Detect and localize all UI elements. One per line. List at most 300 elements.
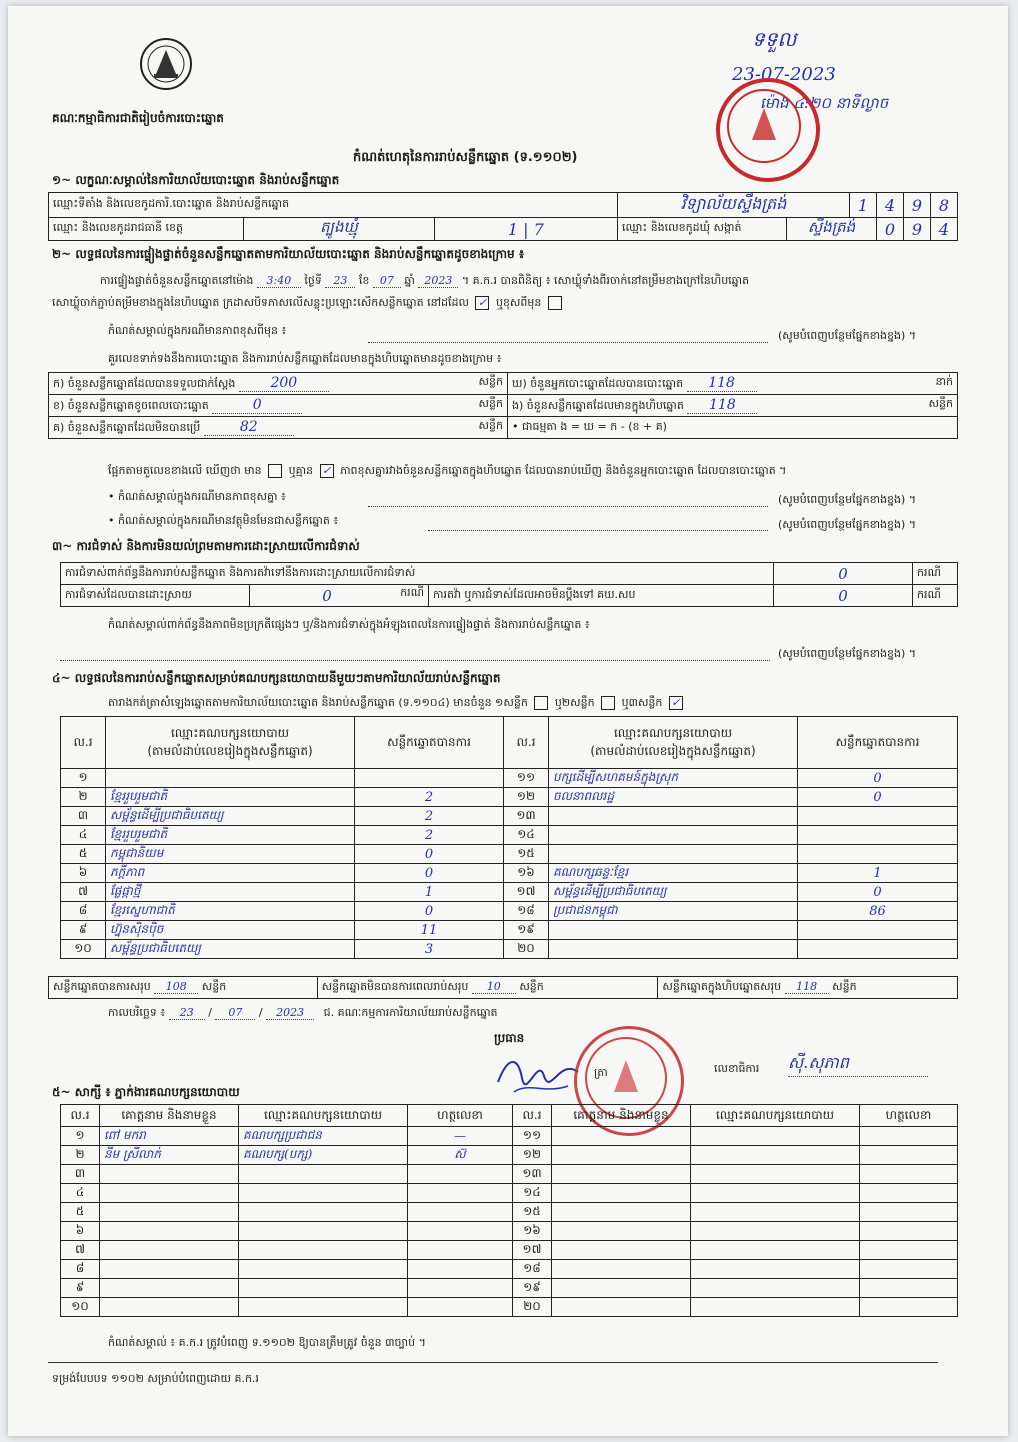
witness-row [61, 1165, 958, 1184]
col-votes-right: សន្លឹកឆ្នោតបានការ [798, 717, 958, 769]
witness-sign-right [860, 1260, 958, 1279]
witness-name-left [100, 1298, 239, 1317]
w-col-name-right: គោត្តនាម និងនាមខ្លួន [552, 1105, 691, 1127]
appeal-unit: ករណី [913, 585, 958, 607]
valid-total-cell [49, 977, 318, 999]
result-no-right: ១៩ [504, 921, 549, 940]
compare-rest: ភាពខុសគ្នារវាងចំនួនសន្លឹកឆ្នោតក្នុងហិបឆ្នោត ដែលបានរាប់ឃើញ និងចំនួនអ្នកបោះឆ្នោត ដែលបានបោះឆ្នោត ។ [340, 464, 787, 477]
witness-party-left [239, 1184, 408, 1203]
witness-sign-right [860, 1165, 958, 1184]
witness-sign-left [408, 1203, 513, 1222]
note-extra: • កំណត់សម្គាល់ក្នុងករណីមានវត្ថុមិនមែនជាសន្លឹកឆ្នោត ៖ [108, 514, 339, 527]
result-votes-left: 2 [355, 826, 504, 845]
witness-no-left: ១០ [61, 1298, 100, 1317]
received-label: ទទួល [752, 27, 797, 51]
resolved-unit: ករណី [400, 586, 424, 599]
result-votes-left: 0 [355, 845, 504, 864]
diff-note-line [368, 342, 768, 343]
witness-party-right [691, 1127, 860, 1146]
count-right-unit: នាក់ [935, 374, 953, 388]
witness-sign-right [860, 1146, 958, 1165]
witness-name-left [100, 1184, 239, 1203]
result-votes-right [798, 921, 958, 940]
witness-no-right: ១២ [513, 1146, 552, 1165]
box-total-label: សន្លឹកឆ្នោតក្នុងហិបឆ្នោតសរុប [662, 979, 782, 993]
org-name: គណៈកម្មាធិការជាតិរៀបចំការបោះឆ្នោត [52, 111, 224, 125]
count-row [49, 395, 958, 417]
count-right-cell [508, 373, 958, 395]
witness-name-right [552, 1241, 691, 1260]
witness-row [61, 1203, 958, 1222]
w-col-sign-left: ហត្ថលេខា [408, 1105, 513, 1127]
fill-hint-3: (សូមបំពេញបន្ថែមផ្នែកខាងខ្នង) ។ [778, 518, 917, 531]
chair-label: ប្រធាន [494, 1031, 525, 1045]
valid-total-unit: សន្លឹក [201, 979, 227, 993]
verify-year: 2023 [418, 274, 458, 288]
commune-code-3: 4 [931, 218, 958, 241]
witness-no-right: ១៧ [513, 1241, 552, 1260]
tally-1-checkbox[interactable] [534, 696, 548, 710]
count-right-value: 118 [687, 397, 757, 414]
witness-party-right [691, 1298, 860, 1317]
witness-row [61, 1146, 958, 1165]
result-party-left: ហ្វ៊ុនស៊ិនប៉ិច [106, 921, 355, 940]
witness-no-left: ២ [61, 1146, 100, 1165]
witness-sign-left [408, 1165, 513, 1184]
witness-sign-right [860, 1241, 958, 1260]
result-no-right: ១៣ [504, 807, 549, 826]
station-code-3: 9 [904, 193, 931, 218]
count-left-value: 0 [212, 397, 302, 414]
witness-party-right [691, 1203, 860, 1222]
witness-name-right [552, 1298, 691, 1317]
results-row [61, 940, 958, 959]
witness-no-left: ៣ [61, 1165, 100, 1184]
result-no-left: ១ [61, 769, 106, 788]
received-date: 23-07-2023 [732, 64, 836, 85]
fill-hint-2: (សូមបំពេញបន្ថែមផ្នែកខាងខ្នង) ។ [778, 493, 917, 506]
witness-no-left: ៦ [61, 1222, 100, 1241]
result-no-left: ៣ [61, 807, 106, 826]
result-party-right: គណបក្សឆន្ទៈខ្មែរ [549, 864, 798, 883]
results-row [61, 902, 958, 921]
footer-form-ref: ទម្រង់បែបបទ ១១០២ សម្រាប់បំពេញដោយ គ.ក.រ [52, 1372, 259, 1385]
results-table [60, 716, 958, 959]
tally-2-checkbox[interactable] [601, 696, 615, 710]
result-no-left: ២ [61, 788, 106, 807]
witness-party-left [239, 1241, 408, 1260]
witness-name-left [100, 1241, 239, 1260]
station-code-1: 1 [850, 193, 877, 218]
result-party-right: ចលនាពលរដ្ឋ [549, 788, 798, 807]
witness-no-right: ១៤ [513, 1184, 552, 1203]
witness-party-left [239, 1203, 408, 1222]
objection-label: ការជំទាស់ពាក់ព័ន្ធនឹងការរាប់សន្លឹកឆ្នោត និងការតវ៉ាទៅនឹងការដោះស្រាយលើការជំទាស់ [61, 563, 774, 585]
commune-label: ឈ្មោះ និងលេខកូដឃុំ សង្កាត់ [617, 218, 786, 241]
result-no-left: ៨ [61, 902, 106, 921]
count-left-label: ខ) ចំនួនសន្លឹកឆ្នោតខូចពេលបោះឆ្នោត [53, 398, 209, 412]
no-diff-checkbox[interactable]: ✓ [320, 464, 334, 478]
ballot-count-form [8, 6, 1008, 1436]
result-votes-right: 0 [798, 883, 958, 902]
tally-2-label: ឬ២សន្លឹក [554, 696, 595, 709]
stamp-icon [716, 78, 812, 174]
result-no-left: ៤ [61, 826, 106, 845]
station-table [48, 192, 958, 241]
commune-code-1: 0 [877, 218, 904, 241]
witness-row [61, 1222, 958, 1241]
witness-row [61, 1127, 958, 1146]
commune-name: ស្ទឹងត្រង់ [786, 218, 876, 241]
witness-row [61, 1260, 958, 1279]
w-col-no-left: ល.រ [61, 1105, 100, 1127]
result-party-left: សម្ព័ន្ធប្រជាធិបតេយ្យ [106, 940, 355, 959]
diff-note-label: កំណត់សម្គាល់ក្នុងករណីមានភាពខុសពីមុន ៖ [108, 324, 287, 337]
tally-line [108, 696, 686, 712]
witness-name-right [552, 1260, 691, 1279]
section1-heading: ១~ លក្ខណៈសម្គាល់នៃការិយាល័យបោះឆ្នោត និងរាប់សន្លឹកឆ្នោត [52, 173, 340, 187]
witness-sign-left [408, 1222, 513, 1241]
diff-checkbox[interactable] [548, 296, 562, 310]
station-code-2: 4 [877, 193, 904, 218]
result-party-right [549, 921, 798, 940]
result-party-left [106, 769, 355, 788]
results-row [61, 864, 958, 883]
count-left-value: 82 [204, 419, 294, 436]
result-party-left: កម្ពុជានិយម [106, 845, 355, 864]
result-votes-left: 0 [355, 864, 504, 883]
resolved-label: ការជំទាស់ដែលបានដោះស្រាយ [61, 585, 250, 607]
date-line: កាលបរិច្ឆេទ ៖ 23 / 07 / 2023 ជ. គណៈកម្មការការិយាល័យរាប់សន្លឹកឆ្នោត [108, 1006, 498, 1019]
result-no-right: ១១ [504, 769, 549, 788]
witness-party-right [691, 1146, 860, 1165]
result-votes-right [798, 826, 958, 845]
same-checkbox[interactable]: ✓ [475, 296, 489, 310]
appeal-value: 0 [774, 585, 913, 607]
witness-party-right [691, 1260, 860, 1279]
result-party-right [549, 940, 798, 959]
witness-name-left [100, 1165, 239, 1184]
witness-no-left: ៤ [61, 1184, 100, 1203]
emblem-icon [136, 36, 196, 92]
fill-hint-4: (សូមបំពេញបន្ថែមផ្នែកខាងខ្នង) ។ [778, 647, 917, 660]
result-no-right: ១៦ [504, 864, 549, 883]
appeal-label: ការតវ៉ា ឬការជំទាស់ដែលអាចមិនប្តឹងទៅ គឃ.សប [429, 585, 774, 607]
witness-no-right: ១៨ [513, 1260, 552, 1279]
result-party-right [549, 845, 798, 864]
province-code-1: 1 [507, 219, 519, 239]
count-left-unit: សន្លឹក [478, 418, 503, 432]
result-no-left: ១០ [61, 940, 106, 959]
col-party-left: ឈ្មោះគណបក្សនយោបាយ (តាមលំដាប់លេខរៀងក្នុងសន្លឹកឆ្នោត) [106, 717, 355, 769]
witness-name-right [552, 1184, 691, 1203]
witness-party-left [239, 1298, 408, 1317]
result-party-left: ផ្លែផ្កាថ្មី [106, 883, 355, 902]
form-title: កំណត់ហេតុនៃការរាប់សន្លឹកឆ្នោត (ទ.១១០២) [353, 150, 578, 165]
irregularity-note: កំណត់សម្គាល់ពាក់ព័ន្ធនឹងភាពមិនប្រក្រតីផ្សេងៗ ឬ/និងការជំទាស់ក្នុងអំឡុងពេលនៃការផ្ទៀងផ្ទាត់ និងការរាប់សន្លឹកឆ្នោត ៖ [108, 618, 590, 631]
w-col-party-left: ឈ្មោះគណបក្សនយោបាយ [239, 1105, 408, 1127]
count-left-cell [49, 417, 508, 439]
witness-no-left: ១ [61, 1127, 100, 1146]
results-row [61, 788, 958, 807]
commune-code-2: 9 [904, 218, 931, 241]
secretary-label: លេខាធិការ [714, 1062, 760, 1075]
result-no-right: ១៥ [504, 845, 549, 864]
count-left-label: គ) ចំនួនសន្លឹកឆ្នោតដែលមិនបានប្រើ [53, 420, 201, 434]
no-diff-label: ឬគ្មាន [288, 464, 314, 477]
province-label: ឈ្មោះ និងលេខកូដរាជធានី ខេត្ត [49, 218, 244, 241]
count-left-label: ក) ចំនួនសន្លឹកឆ្នោតដែលបានទទួលជាក់ស្តែង [53, 376, 236, 390]
witness-sign-right [860, 1127, 958, 1146]
count-table [48, 372, 958, 439]
invalid-total-cell [317, 977, 658, 999]
witness-sign-left [408, 1241, 513, 1260]
result-votes-left: 2 [355, 788, 504, 807]
tally-3-label: ឬ៣សន្លឹក [621, 696, 663, 709]
witness-no-right: ១៥ [513, 1203, 552, 1222]
section5-heading: ៥~ សាក្សី ៖ ភ្នាក់ងារគណបក្សនយោបាយ [52, 1085, 240, 1099]
results-row [61, 769, 958, 788]
witness-no-left: ៨ [61, 1260, 100, 1279]
w-col-sign-right: ហត្ថលេខា [860, 1105, 958, 1127]
witness-sign-left: ស៊ [408, 1146, 513, 1165]
witness-name-right [552, 1127, 691, 1146]
results-row [61, 826, 958, 845]
footer-divider [48, 1362, 938, 1363]
result-party-right [549, 807, 798, 826]
witness-no-left: ៧ [61, 1241, 100, 1260]
witness-name-left [100, 1279, 239, 1298]
results-row [61, 807, 958, 826]
witness-no-right: ១១ [513, 1127, 552, 1146]
result-votes-right: 86 [798, 902, 958, 921]
witness-sign-right [860, 1279, 958, 1298]
result-no-left: ៦ [61, 864, 106, 883]
results-row [61, 883, 958, 902]
result-votes-right: 0 [798, 769, 958, 788]
witness-row [61, 1298, 958, 1317]
witness-row [61, 1184, 958, 1203]
witness-no-left: ៩ [61, 1279, 100, 1298]
count-left-unit: សន្លឹក [478, 374, 503, 388]
box-total-unit: សន្លឹក [832, 979, 857, 993]
resolved-value: 0 [322, 587, 332, 605]
secretary-name: ស៊ី.សុភាព [788, 1052, 928, 1077]
has-diff-checkbox[interactable] [268, 464, 282, 478]
witness-sign-left [408, 1184, 513, 1203]
witness-party-right [691, 1241, 860, 1260]
witness-sign-left: — [408, 1127, 513, 1146]
verify-line-1 [100, 274, 960, 290]
province-code-2: 7 [533, 219, 544, 239]
result-votes-left: 3 [355, 940, 504, 959]
w-col-name-left: គោត្តនាម និងនាមខ្លួន [100, 1105, 239, 1127]
witness-name-right [552, 1165, 691, 1184]
witness-party-left: គណបក្សប្រជាជន [239, 1127, 408, 1146]
witness-table [60, 1104, 958, 1317]
witness-party-left [239, 1222, 408, 1241]
count-left-cell [49, 373, 508, 395]
totals-table [48, 976, 958, 999]
received-time: ម៉ោង ៤:២០ នាទីល្ងាច [760, 94, 889, 112]
witness-row [61, 1241, 958, 1260]
result-votes-left [355, 769, 504, 788]
objection-unit: ករណី [913, 563, 958, 585]
section4-heading: ៤~ លទ្ធផលនៃការរាប់សន្លឹកឆ្នោតសម្រាប់គណបក្សនយោបាយនីមួយៗតាមការិយាល័យរាប់សន្លឹកឆ្នោត [52, 671, 501, 685]
verify-time: 3:40 [257, 274, 301, 288]
verify-text: ។ គ.ក.រ បានពិនិត្យ ៖ សោឃ្លុំទាំងពីរចាក់នៅតម្រឹមខាងក្រៅនៃហិបឆ្នោត [461, 274, 750, 287]
result-no-left: ៥ [61, 845, 106, 864]
result-no-right: ២០ [504, 940, 549, 959]
valid-total-label: សន្លឹកឆ្នោតបានការសរុប [53, 979, 151, 993]
verify-time-label: ការផ្ទៀងផ្ទាត់ចំនួនសន្លឹកឆ្នោតនៅម៉ោង [100, 274, 254, 287]
verify-day: 23 [325, 274, 355, 288]
fill-hint-1: (សូមបំពេញបន្ថែមផ្នែកខាងខ្នង) ។ [778, 329, 917, 342]
invalid-total-label: សន្លឹកឆ្នោតមិនបានការពេលរាប់សរុប [321, 979, 469, 993]
results-row [61, 921, 958, 940]
result-party-right: បក្សដើម្បីសហគមន៍ក្នុងស្រុក [549, 769, 798, 788]
witness-name-right [552, 1222, 691, 1241]
result-votes-left: 2 [355, 807, 504, 826]
box-total-value: 118 [785, 980, 829, 994]
note-extra-line [428, 530, 768, 531]
w-col-no-right: ល.រ [513, 1105, 552, 1127]
seal-label: ត្រា [594, 1066, 608, 1079]
col-no-left: ល.រ [61, 717, 106, 769]
count-left-cell [49, 395, 508, 417]
invalid-total-value: 10 [472, 980, 516, 994]
province-name: ត្បូងឃ្មុំ [244, 218, 435, 241]
col-party-right: ឈ្មោះគណបក្សនយោបាយ (តាមលំដាប់លេខរៀងក្នុងសន្លឹកឆ្នោត) [549, 717, 798, 769]
result-party-left: ភក្តីភាព [106, 864, 355, 883]
footer-note: កំណត់សម្គាល់ ៖ គ.ក.រ ត្រូវបំពេញ ទ.១១០២ ឱ្យបានត្រឹមត្រូវ ចំនួន ៣ច្បាប់ ។ [108, 1336, 426, 1349]
signature-icon [494, 1052, 584, 1096]
witness-name-left: នីម ស្រីលាក់ [100, 1146, 239, 1165]
w-col-party-right: ឈ្មោះគណបក្សនយោបាយ [691, 1105, 860, 1127]
witness-name-left [100, 1203, 239, 1222]
official-stamp-top [716, 78, 820, 182]
result-votes-right: 0 [798, 788, 958, 807]
witness-row [61, 1279, 958, 1298]
objection-value: 0 [774, 563, 913, 585]
witness-party-right [691, 1184, 860, 1203]
nec-emblem [136, 36, 196, 92]
compare-text: ផ្អែកតាមតួលេខខាងលើ ឃើញថា មាន [108, 464, 262, 477]
witness-party-right [691, 1165, 860, 1184]
witness-name-left [100, 1222, 239, 1241]
result-party-right: សម្ព័ន្ធដើម្បីប្រជាធិបតេយ្យ [549, 883, 798, 902]
col-votes-left: សន្លឹកឆ្នោតបានការ [355, 717, 504, 769]
witness-no-right: ២០ [513, 1298, 552, 1317]
count-intro: គួរលេខទាក់ទងនឹងការបោះឆ្នោត និងការរាប់សន្លឹកឆ្នោតដែលមានក្នុងហិបឆ្នោតមានដូចខាងក្រោម ៖ [108, 352, 502, 365]
result-no-right: ១៨ [504, 902, 549, 921]
count-right-value: 118 [687, 375, 757, 392]
result-no-right: ១៤ [504, 826, 549, 845]
section2-heading: ២~ លទ្ធផលនៃការផ្ទៀងផ្ទាត់ចំនួនសន្លឹកឆ្នោតតាមការិយាល័យបោះឆ្នោត និងរាប់សន្លឹកឆ្នោតដូចខាងក្រោម ៖ [52, 247, 525, 261]
count-left-unit: សន្លឹក [478, 396, 503, 410]
date-month: 07 [215, 1006, 255, 1020]
witness-party-right [691, 1222, 860, 1241]
objection-table [60, 562, 958, 607]
date-year: 2023 [266, 1006, 314, 1020]
count-right-label: • ជាធម្មតា ង = ឃ = ក - (ខ + គ) [512, 419, 667, 433]
valid-total-value: 108 [154, 980, 198, 994]
station-code-4: 8 [931, 193, 958, 218]
count-right-unit: សន្លឹក [928, 396, 953, 410]
witness-name-right [552, 1146, 691, 1165]
note-diff: • កំណត់សម្គាល់ក្នុងករណីមានភាពខុសគ្នា ៖ [108, 490, 286, 503]
result-party-right: ប្រជាជនកម្ពុជា [549, 902, 798, 921]
result-no-left: ៧ [61, 883, 106, 902]
witness-sign-left [408, 1298, 513, 1317]
result-party-left: ខ្មែររួបរួមជាតិ [106, 826, 355, 845]
result-votes-left: 11 [355, 921, 504, 940]
witness-sign-left [408, 1279, 513, 1298]
witness-name-right [552, 1279, 691, 1298]
witness-sign-left [408, 1260, 513, 1279]
result-party-left: ខ្មែររួបរួមជាតិ [106, 788, 355, 807]
witness-no-right: ១៦ [513, 1222, 552, 1241]
verify-year-label: ឆ្នាំ [404, 274, 415, 287]
count-row [49, 373, 958, 395]
witness-sign-right [860, 1184, 958, 1203]
irregularity-line [60, 660, 770, 661]
date-day: 23 [169, 1006, 205, 1020]
witness-sign-right [860, 1222, 958, 1241]
result-votes-right [798, 940, 958, 959]
witness-party-right [691, 1279, 860, 1298]
box-total-cell [658, 977, 958, 999]
invalid-total-unit: សន្លឹក [519, 979, 544, 993]
result-no-right: ១៧ [504, 883, 549, 902]
date-label: កាលបរិច្ឆេទ ៖ [108, 1006, 166, 1019]
result-party-left: ខ្មែរស្នេហាជាតិ [106, 902, 355, 921]
witness-party-left [239, 1260, 408, 1279]
result-votes-right: 1 [798, 864, 958, 883]
results-row [61, 845, 958, 864]
station-name: វិទ្យាល័យស្ទឹងត្រង់ [617, 193, 849, 218]
station-label: ឈ្មោះទីតាំង និងលេខកូដការិ.បោះឆ្នោត និងរាប់សន្លឹកឆ្នោត [49, 193, 618, 218]
count-right-label: ឃ) ចំនួនអ្នកបោះឆ្នោតដែលបានបោះឆ្នោត [512, 376, 684, 390]
chair-signature [494, 1052, 584, 1103]
col-no-right: ល.រ [504, 717, 549, 769]
result-party-right [549, 826, 798, 845]
compare-line [108, 464, 968, 480]
witness-no-right: ១៣ [513, 1165, 552, 1184]
resolved-cell [250, 585, 429, 607]
result-votes-left: 1 [355, 883, 504, 902]
witness-party-left [239, 1279, 408, 1298]
verify-day-label: ថ្ងៃទី [304, 274, 322, 287]
committee-label: ជ. គណៈកម្មការការិយាល័យរាប់សន្លឹកឆ្នោត [323, 1006, 498, 1019]
count-row [49, 417, 958, 439]
count-right-cell [508, 417, 958, 439]
witness-name-left [100, 1260, 239, 1279]
witness-sign-right [860, 1298, 958, 1317]
count-left-value: 200 [239, 375, 329, 392]
verify-text-2: សោឃ្លុំចាក់ភ្ជាប់តម្រឹមខាងក្នុងនៃហិបឆ្នោត ក្រដាសបិទភាសលើសន្លុះប្រឡោះសើកសន្លឹកឆ្នោត នៅដដែល [52, 296, 469, 309]
tally-3-checkbox[interactable]: ✓ [669, 696, 683, 710]
diff-option-label: ឬខុសពីមុន [495, 296, 542, 309]
tally-text: តារាងកត់ត្រាសំឡេងឆ្នោតតាមការិយាល័យបោះឆ្នោត និងរាប់សន្លឹកឆ្នោត (ទ.១១០៤) មានចំនួន ១សន្លឹក [108, 696, 528, 709]
result-votes-right [798, 807, 958, 826]
witness-no-right: ១៩ [513, 1279, 552, 1298]
result-votes-right [798, 845, 958, 864]
province-code: 1 | 7 [434, 218, 617, 241]
result-no-left: ៩ [61, 921, 106, 940]
witness-sign-right [860, 1203, 958, 1222]
note-diff-line [368, 506, 768, 507]
